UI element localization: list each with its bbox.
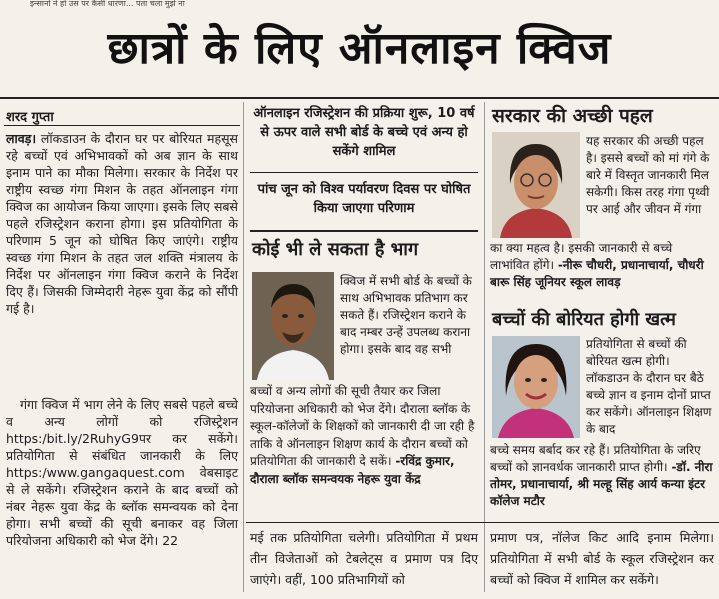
- bottom-text-col2: मई तक प्रतियोगिता चलेगी। प्रतियोगिता में प्रथम तीन विजेताओं को टेबलेट्स व प्रमाण पत्र दिए जाएंगे। वहीं, 100 प्रतिभागियों को: [250, 530, 478, 587]
- section-rule: [250, 230, 478, 232]
- headline-rule: [0, 97, 719, 99]
- paragraph-side-col3-1: यह सरकार की अच्छी पहल है। इससे बच्चों को मां गंगे के बारे में विस्तृत जानकारी मिल सकेगी। किस तरह गंगा पृथ्वी पर आई और जीवन में गंगा: [586, 134, 710, 216]
- quote-attribution-neera: -डॉ. नीरा तोमर, प्रधानाचार्या, श्री मल्हू सिंह आर्य कन्या इंटर कॉलेज मटौर: [490, 460, 713, 508]
- subhead-result: पांच जून को विश्व पर्यावरण दिवस पर घोषित किया जाएगा परिणाम: [257, 182, 471, 216]
- dateline: लावड़।: [6, 131, 37, 146]
- paragraph-full-col3-1-text: का क्या महत्व है। इसकी जानकारी से बच्चे लाभांवित होंगे।: [490, 241, 673, 272]
- column-divider-1: [243, 102, 244, 592]
- article-paragraph-2: गंगा क्विज में भाग लेने के लिए सबसे पहले बच्चे व अन्य लोगों को रजिस्ट्रेशन https:/bit.ly/2RuhyG9पर कर सकेंगे। प्रतियोगिता से संबंधित जानकारी के लिए https:/www.gangaquest.com वेबसाइट से ले सकेंगे। रजिस्ट्रेशन कराने के बाद बच्चों को नंबर नेहरू युवा केंद्र के ब्लॉक समन्वयक को देना होगा। सभी बच्चों की सूची बनाकर वह जिला परियोजना अधिकारी को भेज देंगे। 22: [6, 397, 238, 548]
- quote-attribution-ravindra: -रविंद्र कुमार, दौराला ब्लॉक समन्वयक नेहरू युवा केंद्र: [250, 454, 455, 486]
- bottom-text-col3: प्रमाण पत्र, नॉलेज किट आदि इनाम मिलेगा। प्रतियोगिता में सभी बोर्ड के स्कूल रजिस्ट्रेशन कर बच्चों को क्विज में शामिल कर सकेंगे।: [490, 530, 714, 587]
- photo-neeru-chaudhary: [492, 132, 580, 238]
- paragraph-full-col3-2-text: बच्चे समय बर्बाद कर रहे हैं। प्रतियोगिता के जरिए बच्चों को ज्ञानवर्धक जानकारी प्राप्त होगी।: [490, 443, 701, 474]
- woman-portrait-icon-2: [492, 336, 580, 438]
- section-title-good-initiative: सरकार की अच्छी पहल: [492, 105, 653, 127]
- subhead-registration: ऑनलाइन रजिस्ट्रेशन की प्रक्रिया शुरू, 10 वर्ष से ऊपर वाले सभी बोर्ड के बच्चे एवं अन्य हो सकेंगे शामिल: [253, 106, 475, 159]
- paragraph-side-col2: क्विज में सभी बोर्ड के बच्चों के साथ अभिभावक प्रतिभाग कर सकते हैं। रजिस्ट्रेशन कराने के बाद नम्बर उन्हें उपलब्ध कराना होगा। इसके बाद वह सभी: [340, 274, 472, 356]
- photo-neera-tomar: [492, 336, 580, 438]
- article-paragraph-1: [6, 130, 238, 317]
- byline-rule: [4, 125, 240, 126]
- column-divider-2: [484, 102, 485, 592]
- headline: छात्रों के लिए ऑनलाइन क्विज: [107, 23, 612, 74]
- byline: शरद गुप्ता: [6, 110, 54, 125]
- photo-ravindra-kumar: [252, 272, 334, 380]
- paragraph-full-col2: [250, 383, 478, 488]
- woman-portrait-icon: [492, 132, 580, 238]
- paragraph-full-col3-1: [490, 240, 714, 291]
- top-strip-text: इन्सानों ने हो उस पर कैसी धारणा... पता चला मुझे ना: [30, 0, 185, 8]
- section-title-anyone-can-join: कोई भी ले सकता है भाग: [252, 239, 419, 260]
- paragraph-1-text: लॉकडाउन के दौरान घर पर बोरियत महसूस रहे बच्चों एवं अभिभावकों को अब ज्ञान के साथ इनाम पाने का मौका मिलेगा। सरकार के निर्देश पर राष्ट्रीय स्वच्छ गंगा मिशन के तहत ऑनलाइन गंगा क्विज का आयोजन किया जाएगा। इसके लिए सबसे पहले रजिस्ट्रेशन कराना होगा। इस प्रतियोगिता के परिणाम 5 जून को घोषित किए जाएंगे। राष्ट्रीय स्वच्छ गंगा मिशन के तहत जल शक्ति मंत्रालय के निर्देश पर ऑनलाइन गंगा क्विज कराने के निर्देश दिए हैं। जिसकी जिम्मेदारी नेहरू युवा केंद्र को सौंपी गई है।: [6, 131, 238, 316]
- subhead-rule: [250, 172, 478, 173]
- quote-attribution-neeru: -नीरू चौधरी, प्रधानाचार्या, चौधरी बारू सिंह जूनियर स्कूल लावड़: [490, 258, 704, 289]
- section-title-boredom-end: बच्चों की बोरियत होगी खत्म: [492, 309, 676, 330]
- paragraph-full-col3-2: [490, 442, 714, 510]
- paragraph-full-col2-text: बच्चों व अन्य लोगों की सूची तैयार कर जिला परियोजना अधिकारी को भेज देंगे। दौराला ब्लॉक के स्कूल-कॉलेजों के शिक्षकों को जानकारी दी जा रही है ताकि वे ऑनलाइन शिक्षण कार्य के दौरान बच्चों को प्रतियोगिता की जानकारी दे सकें।: [250, 384, 475, 468]
- man-portrait-icon: [252, 272, 334, 380]
- paragraph-side-col3-2: प्रतियोगिता से बच्चों की बोरियत खत्म होगी। लॉकडाउन के दौरान घर बैठे बच्चे ज्ञान व इनाम दोनों प्राप्त कर सकेंगे। ऑनलाइन शिक्षण के बाद: [586, 337, 712, 436]
- bottom-rule: [246, 522, 719, 523]
